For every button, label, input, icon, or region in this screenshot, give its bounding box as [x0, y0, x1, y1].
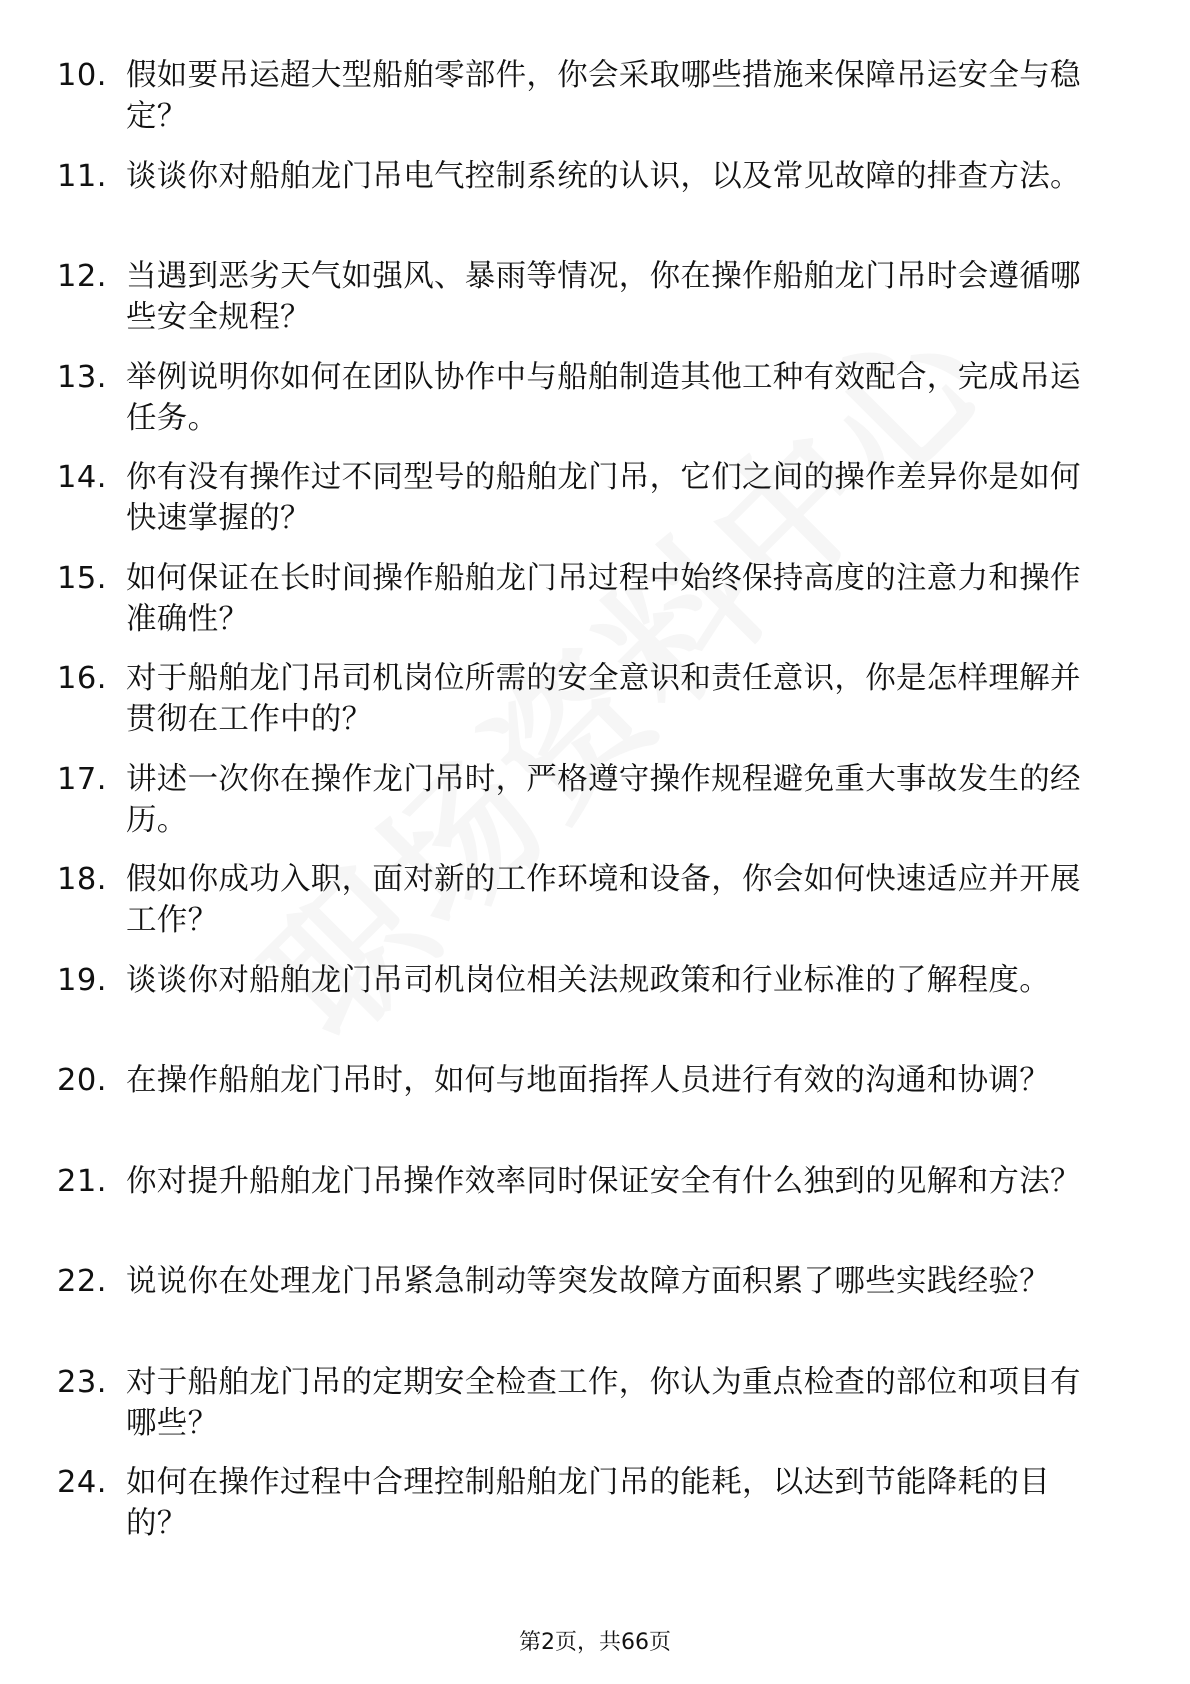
question-item: [0, 357, 1190, 458]
question-item: [0, 1060, 1190, 1161]
question-item: [0, 457, 1190, 558]
question-number: 24.: [57, 1465, 108, 1500]
question-number: 22.: [57, 1264, 108, 1299]
question-item: [0, 1462, 1190, 1563]
question-number: 11.: [57, 158, 108, 194]
question-item: [0, 156, 1190, 257]
question-text: 在操作船舶龙门吊时，如何与地面指挥人员进行有效的沟通和协调？: [126, 1063, 1050, 1098]
question-text: 假如你成功入职，面对新的工作环境和设备，你会如何快速适应并开展工作？: [126, 862, 1081, 938]
question-item: [0, 558, 1190, 659]
question-text: 举例说明你如何在团队协作中与船舶制造其他工种有效配合，完成吊运任务。: [126, 359, 1081, 436]
question-number: 18.: [57, 862, 108, 897]
question-number: 17.: [57, 761, 108, 797]
question-text: 如何保证在长时间操作船舶龙门吊过程中始终保持高度的注意力和操作准确性？: [126, 560, 1081, 637]
question-text: 谈谈你对船舶龙门吊司机岗位相关法规政策和行业标准的了解程度。: [126, 962, 1050, 998]
question-text: 当遇到恶劣天气如强风、暴雨等情况，你在操作船舶龙门吊时会遵循哪些安全规程？: [126, 259, 1081, 335]
question-item: [0, 256, 1190, 357]
question-number: 12.: [57, 259, 108, 294]
question-item: [0, 1161, 1190, 1262]
question-item: [0, 55, 1190, 156]
question-item: [0, 658, 1190, 759]
question-item: [0, 859, 1190, 960]
question-text: 对于船舶龙门吊的定期安全检查工作，你认为重点检查的部位和项目有哪些？: [126, 1364, 1081, 1441]
question-text: 你对提升船舶龙门吊操作效率同时保证安全有什么独到的见解和方法？: [126, 1163, 1081, 1199]
question-item: [0, 1362, 1190, 1463]
question-number: 10.: [57, 58, 108, 93]
question-number: 14.: [57, 460, 108, 495]
question-number: 20.: [57, 1063, 108, 1098]
question-list: [0, 55, 1190, 1563]
question-number: 19.: [57, 962, 108, 998]
question-number: 16.: [57, 661, 108, 696]
question-number: 21.: [57, 1163, 108, 1199]
question-text: 假如要吊运超大型船舶零部件，你会采取哪些措施来保障吊运安全与稳定？: [126, 58, 1081, 134]
question-text: 如何在操作过程中合理控制船舶龙门吊的能耗，以达到节能降耗的目的？: [126, 1465, 1050, 1541]
question-item: [0, 759, 1190, 860]
question-number: 23.: [57, 1364, 108, 1400]
question-text: 你有没有操作过不同型号的船舶龙门吊，它们之间的操作差异你是如何快速掌握的？: [126, 460, 1081, 536]
question-text: 讲述一次你在操作龙门吊时，严格遵守操作规程避免重大事故发生的经历。: [126, 761, 1081, 838]
page-footer: 第2页，共66页: [519, 1630, 671, 1655]
question-text: 说说你在处理龙门吊紧急制动等突发故障方面积累了哪些实践经验？: [126, 1264, 1050, 1299]
question-number: 13.: [57, 359, 108, 395]
question-text: 对于船舶龙门吊司机岗位所需的安全意识和责任意识，你是怎样理解并贯彻在工作中的？: [126, 661, 1081, 737]
question-item: [0, 960, 1190, 1061]
question-text: 谈谈你对船舶龙门吊电气控制系统的认识，以及常见故障的排查方法。: [126, 158, 1081, 194]
question-item: [0, 1261, 1190, 1362]
question-number: 15.: [57, 560, 108, 596]
